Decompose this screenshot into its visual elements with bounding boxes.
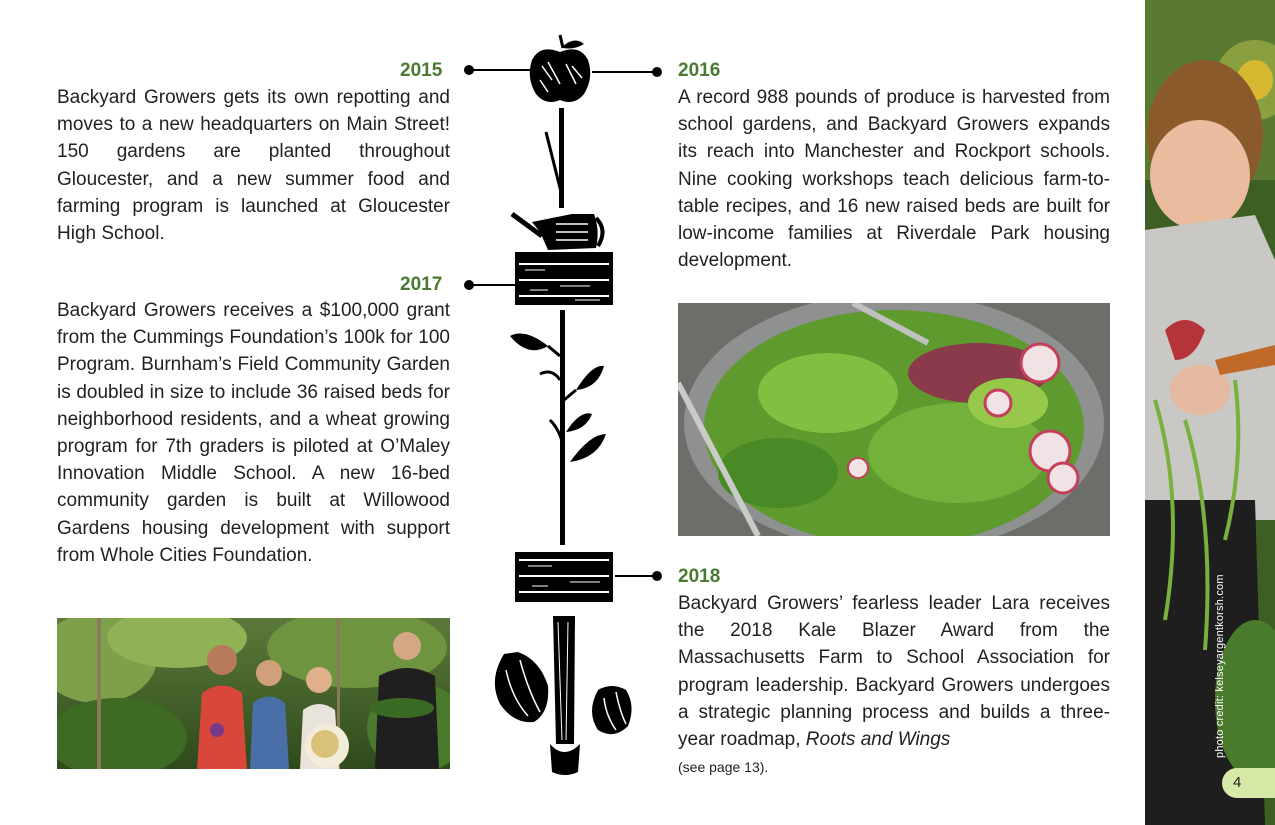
leafy-stem-icon [510, 310, 606, 545]
timeline-connector-2015 [464, 65, 530, 75]
onion-icon [495, 616, 632, 775]
entry-2016-text: A record 988 pounds of produce is harvested from school gardens, and Backyard Growers expands its reach into Manchester and Rockport schools. Nine cooking workshops teach delicious farm-to-table recipes, and 16 new raised beds are built for low-income families at Riverdale Park housing development. [678, 87, 1110, 272]
year-2016: 2016 [678, 60, 721, 81]
year-2015: 2015 [400, 60, 443, 81]
watering-can-icon [512, 214, 603, 250]
page-number: 4 [1222, 768, 1275, 798]
entry-2017-text: Backyard Growers receives a $100,000 grant from the Cummings Foundation’s 100k for 100 Program. Burnham’s Field Community Garden is doubled in size to include 36 raised beds for neighborhood residents, and a wheat growing program for 7th graders is piloted at O’Maley Innovation Middle School. A new 16-bed community garden is built at Willowood Gardens housing development with support from Whole Cities Foundation. [57, 300, 450, 566]
salad-bowl-photo [678, 303, 1110, 536]
timeline-connector-2017 [464, 280, 515, 290]
photo-credit: photo credit: kelseyargentkorsh.com [1214, 574, 1226, 758]
year-2017: 2017 [400, 274, 443, 295]
crate-icon-bottom [515, 552, 613, 602]
entry-2015-text: Backyard Growers gets its own repotting and moves to a new headquarters on Main Street! 150 gardens are planted throughout Gloucester, and a new summer food and farming program is launched at Gloucester High School. [57, 87, 450, 245]
entry-2018-text [678, 590, 1110, 781]
garden-family-photo [57, 618, 450, 769]
apple-icon [530, 35, 591, 102]
boy-harvesting-photo [1145, 0, 1275, 825]
entry-2018-roadmap-title: Roots and Wings [805, 729, 951, 751]
crate-icon-top [515, 252, 613, 305]
entry-2018-body: Backyard Growers’ fearless leader Lara receives the 2018 Kale Blazer Award from the Massachusetts Farm to School Association for program leadership. Backyard Growers undergoes a strategic planning process and builds a three-year roadmap, [678, 593, 1110, 751]
timeline-connector-2016 [592, 67, 662, 77]
entry-2018-page-note: (see page 13). [678, 759, 769, 776]
garden-tool-icon [546, 108, 564, 208]
year-2018: 2018 [678, 566, 721, 587]
timeline-connector-2018 [615, 571, 662, 581]
